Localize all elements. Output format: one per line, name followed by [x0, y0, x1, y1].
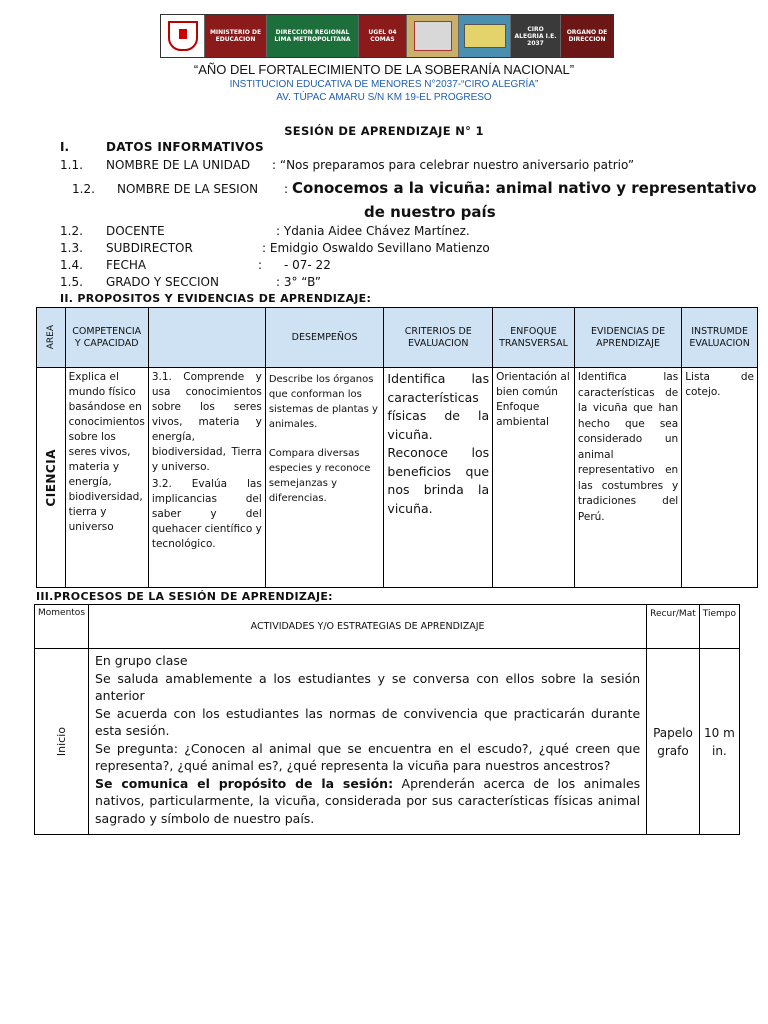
instrumento-cell: Lista de cotejo.	[682, 368, 758, 588]
header-momentos: Momentos	[35, 605, 89, 649]
header-evidencias: EVIDENCIAS DE APRENDIZAJE	[574, 308, 681, 368]
momento-cell: Inicio	[35, 649, 89, 835]
row-6-label: GRADO Y SECCION	[106, 275, 219, 289]
row-2-num: 1.2.	[72, 182, 95, 196]
banner-ugel: UGEL 04 COMAS	[359, 15, 407, 57]
banner-direccion: DIRECCION REGIONAL LIMA METROPOLITANA	[267, 15, 359, 57]
tiempo-cell: 10 min.	[699, 649, 739, 835]
evidencias-cell: Identifica las características de la vicuña que han hecho que sea considerado un animal representativo en las costumbres y tradiciones del Perú.	[574, 368, 681, 588]
institution-address: AV. TÚPAC AMARU S/N KM 19-EL PROGRESO	[276, 92, 492, 103]
header-desempenos: DESEMPEÑOS	[265, 308, 384, 368]
header-actividades: ACTIVIDADES Y/O ESTRATEGIAS DE APRENDIZAJE	[89, 605, 647, 649]
capacidad-1: 3.1. Comprende y usa conocimientos sobre los seres vivos, materia y energía, biodiversidad, Tierra y universo.	[151, 371, 262, 473]
grade-value: : 3° “B”	[276, 275, 321, 289]
capacidad-cell	[148, 368, 265, 588]
activity-p5	[95, 775, 640, 828]
section1-num: I.	[60, 140, 70, 154]
competencia-cell: Explica el mundo físico basándose en conocimientos sobre los seres vivos, materia y energía, biodiversidad, tierra y universo	[65, 368, 148, 588]
purpose-text: Aprenderán acerca de los animales nativos, particularmente, la vicuña, considerada por sus características físicas animal sagrado y símbolo de nuestro país.	[95, 775, 641, 826]
section1-title: DATOS INFORMATIVOS	[106, 140, 264, 154]
activity-p4: Se pregunta: ¿Conocen al animal que se encuentra en el escudo?, ¿qué creen que representa?, ¿qué animal es?, ¿qué representa la vicuña para nuestros ancestros?	[95, 740, 641, 773]
row-3-label: DOCENTE	[106, 224, 165, 238]
activity-p1: En grupo clase	[95, 653, 188, 668]
header-tiempo: Tiempo	[699, 605, 739, 649]
date-value: - 07- 22	[284, 258, 331, 272]
desempeno-2: Compara diversas especies y reconoce semejanzas y diferencias.	[268, 448, 371, 504]
unit-name: : “Nos preparamos para celebrar nuestro aniversario patrio”	[272, 158, 635, 172]
header-competencia: COMPETENCIA Y CAPACIDAD	[65, 308, 148, 368]
header-capacidad	[148, 308, 265, 368]
row-5-label: FECHA	[106, 258, 147, 272]
institution-name: INSTITUCION EDUCATIVA DE MENORES N°2037-“CIRO ALEGRÍA”	[229, 79, 539, 90]
activity-p2: Se saluda amablemente a los estudiantes y se conversa con ellos sobre la sesión anterior	[95, 670, 641, 703]
banner-ciro: CIRO ALEGRIA I.E. 2037	[511, 15, 561, 57]
subdirector-name: : Emidgio Oswaldo Sevillano Matienzo	[262, 241, 490, 255]
criterios-cell: Identifica las características físicas de la vicuña. Reconoce los beneficios que nos brinda la vicuña.	[384, 368, 493, 588]
row-1-num: 1.1.	[60, 158, 83, 172]
row-1-label: NOMBRE DE LA UNIDAD	[106, 158, 251, 172]
header-enfoque: ENFOQUE TRANSVERSAL	[493, 308, 575, 368]
row-4-label: SUBDIRECTOR	[106, 241, 193, 255]
banner-ministerio: MINISTERIO DE EDUCACION	[205, 15, 267, 57]
year-motto: “AÑO DEL FORTALECIMIENTO DE LA SOBERANÍA NACIONAL”	[193, 62, 575, 77]
section3-title: III.PROCESOS DE LA SESIÓN DE APRENDIZAJE:	[36, 590, 333, 603]
row-5-num: 1.4.	[60, 258, 83, 272]
banner-organo: ORGANO DE DIRECCION	[561, 15, 613, 57]
header-area: AREA	[37, 308, 66, 368]
desempeno-1: Describe los órganos que conforman los sistemas de plantas y animales.	[268, 374, 378, 430]
header-instrumento: INSTRUMDE EVALUACION	[682, 308, 758, 368]
peru-shield-logo	[161, 15, 205, 57]
session-title: SESIÓN DE APRENDIZAJE N° 1	[284, 124, 484, 138]
teacher-name: : Ydania Aidee Chávez Martínez.	[276, 224, 470, 238]
row-3-num: 1.2.	[60, 224, 83, 238]
purposes-table	[36, 307, 758, 588]
desempenos-cell	[265, 368, 384, 588]
ugel-logo	[407, 15, 459, 57]
header-banner	[160, 14, 614, 58]
activity-p3: Se acuerda con los estudiantes las normas de convivencia que practicarán durante esta sesión.	[95, 705, 641, 738]
capacidad-2: 3.2. Evalúa las implicancias del saber y del quehacer científico y tecnológico.	[151, 478, 262, 550]
activities-cell	[89, 649, 647, 835]
header-criterios: CRITERIOS DE EVALUACION	[384, 308, 493, 368]
row-2-sep: :	[284, 182, 289, 196]
session-name-line1: Conocemos a la vicuña: animal nativo y representativo	[292, 179, 757, 197]
enfoque-cell: Orientación al bien común Enfoque ambiental	[493, 368, 575, 588]
area-cell: CIENCIA	[37, 368, 66, 588]
row-4-num: 1.3.	[60, 241, 83, 255]
header-recursos: Recur/Mat	[647, 605, 700, 649]
school-logo	[459, 15, 511, 57]
recurso-cell: Papelografo	[647, 649, 700, 835]
purpose-label: Se comunica el propósito de la sesión:	[95, 775, 394, 791]
row-5-sep: :	[258, 258, 263, 272]
session-name-line2: de nuestro país	[364, 203, 496, 221]
row-2-label: NOMBRE DE LA SESION	[117, 182, 259, 196]
row-6-num: 1.5.	[60, 275, 83, 289]
section2-title: II. PROPOSITOS Y EVIDENCIAS DE APRENDIZAJE:	[60, 292, 372, 305]
processes-table	[34, 604, 740, 835]
